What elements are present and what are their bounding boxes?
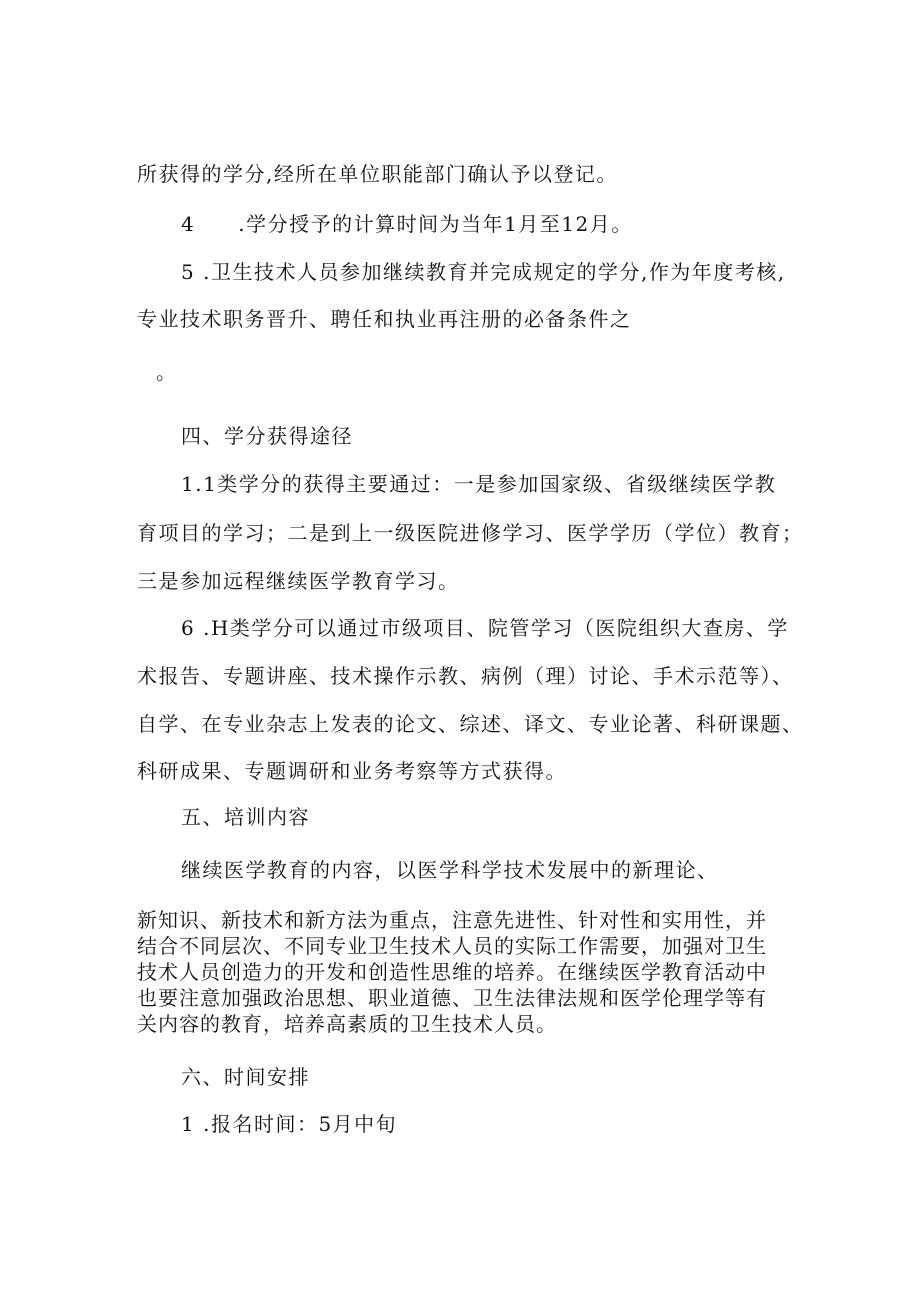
section-heading-5: 五、培训内容 [181, 805, 310, 829]
paragraph-line: 术报告、专题讲座、技术操作示教、病例（理）讨论、手术示范等）、 [137, 664, 794, 688]
paragraph-line: 育项目的学习；二是到上一级医院进修学习、医学学历（学位）教育； [137, 521, 804, 545]
paragraph-line: 自学、在专业杂志上发表的论文、综述、译文、专业论著、科研课题、 [137, 712, 804, 736]
list-item-5: 5 .卫生技术人员参加继续教育并完成规定的学分,作为年度考核, [181, 260, 786, 284]
paragraph-line: 结合不同层次、不同专业卫生技术人员的实际工作需要，加强对卫生 [137, 934, 767, 958]
paragraph-line: 。 [156, 360, 178, 384]
list-item-1: 1 .报名时间：5月中旬 [181, 1112, 398, 1136]
paragraph-line: 所获得的学分,经所在单位职能部门确认予以登记。 [137, 162, 618, 186]
paragraph-line: 也要注意加强政治思想、职业道德、卫生法律法规和医学伦理学等有 [137, 986, 767, 1010]
paragraph-line: 专业技术职务晋升、聘任和执业再注册的必备条件之 [137, 307, 632, 331]
paragraph-line: 三是参加远程继续医学教育学习。 [137, 569, 460, 593]
paragraph-line: 新知识、新技术和新方法为重点，注意先进性、针对性和实用性，并 [137, 908, 767, 932]
paragraph-line: 科研成果、专题调研和业务考察等方式获得。 [137, 759, 567, 783]
section-heading-4: 四、学分获得途径 [181, 424, 353, 448]
paragraph-line: 技术人员创造力的开发和创造性思维的培养。在继续医学教育活动中 [137, 960, 767, 984]
list-item-4: 4 .学分授予的计算时间为当年1月至12月。 [181, 212, 633, 236]
list-item-1: 1.1类学分的获得主要通过：一是参加国家级、省级继续医学教 [181, 472, 777, 496]
list-item-6: 6 .H类学分可以通过市级项目、院管学习（医院组织大查房、学 [181, 616, 789, 640]
paragraph-line: 继续医学教育的内容，以医学科学技术发展中的新理论、 [181, 858, 719, 882]
paragraph-line: 关内容的教育，培养高素质的卫生技术人员。 [137, 1012, 557, 1036]
section-heading-6: 六、时间安排 [181, 1065, 310, 1089]
